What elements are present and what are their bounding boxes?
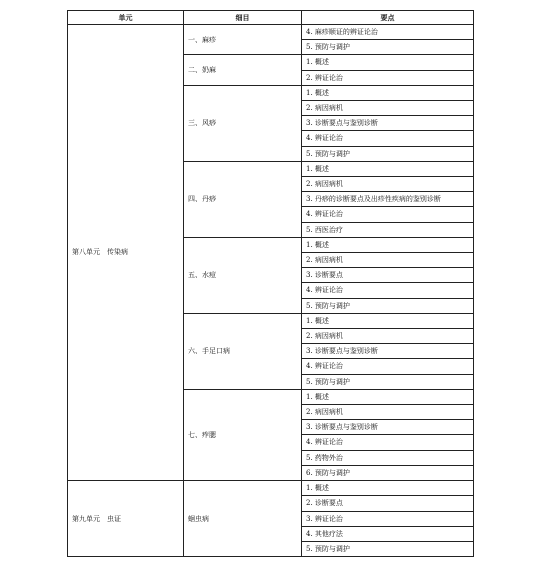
- subunit-cell: 三、风痧: [184, 85, 302, 161]
- point-cell: 1. 概述: [302, 85, 474, 100]
- point-cell: 2. 病因病机: [302, 329, 474, 344]
- point-cell: 3. 诊断要点与鉴别诊断: [302, 420, 474, 435]
- point-cell: 5. 预防与调护: [302, 374, 474, 389]
- point-cell: 5. 预防与调护: [302, 541, 474, 556]
- point-cell: 5. 西医治疗: [302, 222, 474, 237]
- point-cell: 6. 预防与调护: [302, 465, 474, 480]
- header-row: [68, 11, 474, 25]
- point-cell: 1. 概述: [302, 55, 474, 70]
- point-cell: 5. 预防与调护: [302, 146, 474, 161]
- point-cell: 4. 辨证论治: [302, 359, 474, 374]
- unit-cell: 第八单元 传染病: [68, 25, 184, 481]
- point-cell: 2. 病因病机: [302, 177, 474, 192]
- subunit-cell: 四、丹痧: [184, 161, 302, 237]
- point-cell: 2. 病因病机: [302, 101, 474, 116]
- point-cell: 4. 其他疗法: [302, 526, 474, 541]
- point-cell: 1. 概述: [302, 313, 474, 328]
- table-body: [68, 25, 474, 557]
- point-cell: 1. 概述: [302, 161, 474, 176]
- point-cell: 4. 辨证论治: [302, 283, 474, 298]
- point-cell: 3. 诊断要点与鉴别诊断: [302, 116, 474, 131]
- subunit-cell: 二、奶麻: [184, 55, 302, 85]
- subunit-cell: 一、麻疹: [184, 25, 302, 55]
- header-points: 要点: [302, 11, 474, 25]
- subunit-cell: 蛔虫病: [184, 481, 302, 557]
- point-cell: 5. 预防与调护: [302, 298, 474, 313]
- point-cell: 1. 概述: [302, 389, 474, 404]
- point-cell: 3. 诊断要点: [302, 268, 474, 283]
- point-cell: 1. 概述: [302, 481, 474, 496]
- point-cell: 3. 诊断要点与鉴别诊断: [302, 344, 474, 359]
- point-cell: 5. 预防与调护: [302, 40, 474, 55]
- point-cell: 4. 辨证论治: [302, 207, 474, 222]
- point-cell: 1. 概述: [302, 237, 474, 252]
- table-row: [68, 25, 474, 40]
- header-subunit: 细目: [184, 11, 302, 25]
- syllabus-table: [67, 10, 474, 557]
- point-cell: 2. 病因病机: [302, 253, 474, 268]
- subunit-cell: 五、水痘: [184, 237, 302, 313]
- header-unit: 单元: [68, 11, 184, 25]
- point-cell: 4. 辨证论治: [302, 131, 474, 146]
- point-cell: 2. 诊断要点: [302, 496, 474, 511]
- point-cell: 2. 病因病机: [302, 405, 474, 420]
- point-cell: 5. 药物外治: [302, 450, 474, 465]
- subunit-cell: 七、痄腮: [184, 389, 302, 480]
- point-cell: 4. 麻疹顺证的辨证论治: [302, 25, 474, 40]
- point-cell: 2. 辨证论治: [302, 70, 474, 85]
- point-cell: 4. 辨证论治: [302, 435, 474, 450]
- point-cell: 3. 辨证论治: [302, 511, 474, 526]
- unit-cell: 第九单元 虫证: [68, 481, 184, 557]
- point-cell: 3. 丹痧的诊断要点及出疹性疾病的鉴别诊断: [302, 192, 474, 207]
- subunit-cell: 六、手足口病: [184, 313, 302, 389]
- table-row: [68, 481, 474, 496]
